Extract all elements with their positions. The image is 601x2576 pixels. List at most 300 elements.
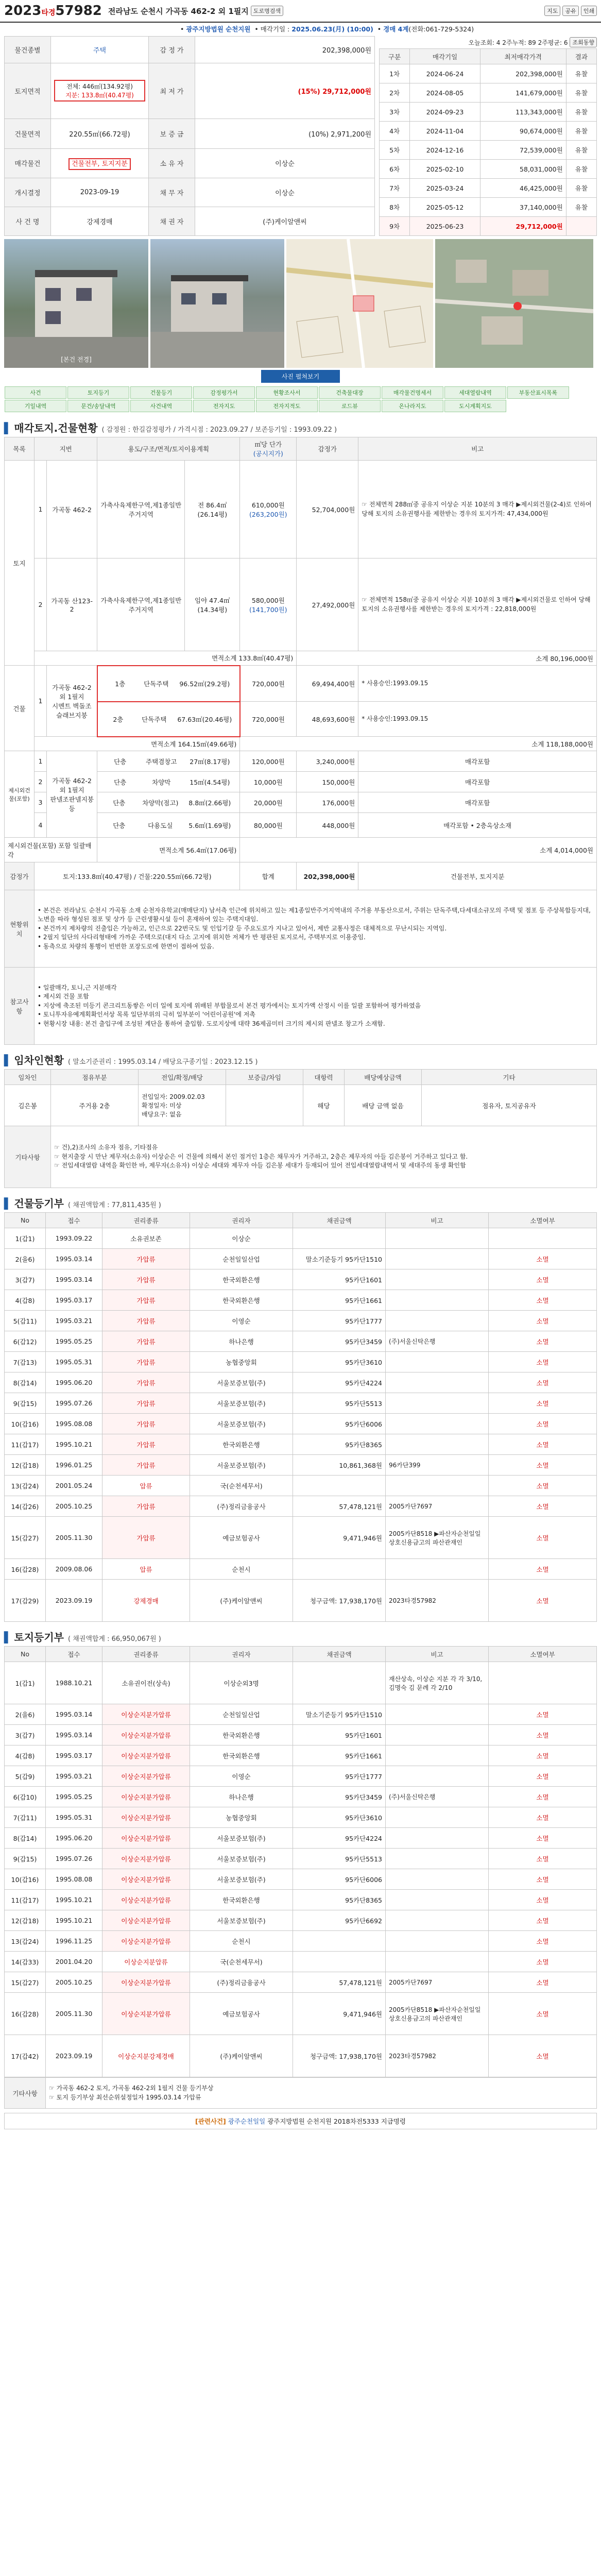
history-col: 최저매각가격	[480, 49, 566, 64]
registry-cell: 이상순지분가압류	[102, 1910, 190, 1931]
tenant-section-note: ( 말소기준권리 : 1995.03.14 / 배당요구종기일 : 2023.12.15 )	[68, 1058, 258, 1066]
registry-row	[5, 1269, 597, 1290]
registry-cell: 순천시	[190, 1559, 293, 1580]
land-status	[0, 437, 601, 1045]
registry-cell: 서울보증보험(주)	[190, 1828, 293, 1849]
registry-cell: 95카단4224	[293, 1372, 386, 1393]
building-row: 건물 1 가곡동 462-2외 1필지 시멘트 벽돌조 슬래브지붕 1층 단독주택 96.52㎡(29.2평) 720,000원 69,494,400원 * 사용승인:1993.09.15	[5, 666, 597, 702]
registry-cell: (주)케이알앤씨	[190, 2035, 293, 2077]
registry-row	[5, 1931, 597, 1952]
building-subtotal-row: 면적소계 164.15㎡(49.66평) 소계 118,188,000원	[5, 737, 597, 751]
registry-cell: 57,478,121원	[293, 1496, 386, 1517]
aerial-image	[435, 239, 593, 368]
case-number: 2023타경57982	[4, 3, 102, 19]
land-section-title: ▌ 매각토지.건물현황 ( 감정원 : 한길감정평가 / 가격시점 : 2023.09.27 / 보존등기일 : 1993.09.22 )	[4, 422, 337, 434]
registry-cell	[489, 1228, 597, 1249]
section-bullet-icon: ▌	[4, 1054, 12, 1066]
registry-cell: 96카단399	[386, 1455, 489, 1476]
registry-cell: 가압류	[102, 1434, 190, 1455]
land-row: 2 가곡동 산123-2 가축사육제한구역,제1종일반주거지역 임야 47.4㎡ (14.34평) 580,000원 (141,700원) 27,492,000원 ☞ 전체면적 158㎡중 공유지 이상순 지분 10분의 3 매각 ▶제시외건물로 인하여 당해 토지의 소유권행사를 제한받는 경우의 토지가격 : 22,818,000원	[5, 558, 597, 651]
land-col: 감정가	[297, 437, 358, 461]
registry-cell: 가압류	[102, 1311, 190, 1331]
share-button[interactable]: 공유	[562, 6, 578, 16]
tab-property-list[interactable]: 부동산표시목록	[507, 386, 569, 399]
aerial-photo[interactable]	[435, 239, 593, 368]
registry-cell: 13(갑24)	[5, 1931, 46, 1952]
registry-cell	[489, 1662, 597, 1704]
property-photo[interactable]	[150, 239, 284, 368]
tab-onnara[interactable]: 온나라지도	[382, 400, 443, 412]
registry-row	[5, 1580, 597, 1622]
house-photo-image	[4, 239, 148, 368]
registry-cell: 소멸	[489, 1890, 597, 1910]
history-row: 7차 2025-03-24 46,425,000원 유찰	[380, 179, 597, 198]
registry-cell: 95카단8365	[293, 1890, 386, 1910]
registry-cell: 소멸	[489, 1931, 597, 1952]
registry-cell: 가압류	[102, 1393, 190, 1414]
registry-cell: 95카단3459	[293, 1331, 386, 1352]
registry-cell	[293, 1662, 386, 1704]
registry-cell: 95카단4224	[293, 1828, 386, 1849]
summary-key: 건물면적	[5, 118, 51, 148]
tenant-col: 점유부분	[51, 1070, 139, 1085]
registry-cell: 이상순지분강제경매	[102, 2035, 190, 2077]
registry-cell: 이상순지분가압류	[102, 1807, 190, 1828]
road-name-search-button[interactable]: 도로명검색	[251, 6, 283, 16]
history-col: 매각기일	[410, 49, 480, 64]
registry-cell: 국(순천세무서)	[190, 1476, 293, 1496]
registry-cell: 4(갑8)	[5, 1745, 46, 1766]
registry-cell: (주)정리금융공사	[190, 1496, 293, 1517]
tenant-col: 전입/확정/배당	[139, 1070, 226, 1085]
tab-urban-plan[interactable]: 도시계획지도	[444, 400, 506, 412]
history-col: 결과	[566, 49, 596, 64]
tenant-status	[0, 1069, 601, 1188]
registry-cell: 소멸	[489, 1952, 597, 1972]
registry-cell: 재산상속, 이상순 지분 각 각 3/10, 김명숙 김 문례 각 2/10	[386, 1662, 489, 1704]
registry-cell: 57,478,121원	[293, 1972, 386, 1993]
registry-cell: 소멸	[489, 1290, 597, 1311]
land-area-share: 지분: 133.8㎡(40.47평)	[65, 92, 134, 99]
registry-row	[5, 1331, 597, 1352]
land-col: 용도/구조/면적/토지이용계획	[97, 437, 240, 461]
registry-cell: 소멸	[489, 1725, 597, 1745]
registry-cell: 5(갑9)	[5, 1766, 46, 1787]
registry-cell: 17(갑29)	[5, 1580, 46, 1622]
land-etc-label: 기타사항	[5, 2078, 46, 2109]
registry-cell	[293, 1931, 386, 1952]
registry-row	[5, 1745, 597, 1766]
registry-col: 권리종류	[102, 1213, 190, 1228]
tab-case-history[interactable]: 사건내역	[130, 400, 192, 412]
registry-col: 채권금액	[293, 1213, 386, 1228]
registry-cell: 2(을6)	[5, 1249, 46, 1269]
registry-cell: 서울보증보험(주)	[190, 1372, 293, 1393]
registry-cell	[386, 1311, 489, 1331]
land-group-label: 토지	[5, 461, 35, 666]
summary-key: 매각물건	[5, 149, 51, 178]
summary-value: (10%) 2,971,200원	[195, 118, 375, 148]
registry-cell: 이상순지분가압류	[102, 1725, 190, 1745]
tab-status-report[interactable]: 현황조사서	[256, 386, 318, 399]
registry-cell: 이상순지분가압류	[102, 1766, 190, 1787]
history-table	[379, 48, 597, 236]
registry-cell: 말소기준등기 95카단1510	[293, 1249, 386, 1269]
registry-cell: 2005.10.25	[46, 1972, 102, 1993]
registry-row	[5, 1434, 597, 1455]
registry-cell: 이영순	[190, 1311, 293, 1331]
registry-row	[5, 1228, 597, 1249]
registry-cell: 12(갑18)	[5, 1910, 46, 1931]
land-registry-table	[4, 1646, 597, 2077]
registry-cell: 2(을6)	[5, 1704, 46, 1725]
land-registry-note: ( 채권액합계 : 66,950,067원 )	[68, 1635, 161, 1643]
registry-cell: 2001.05.24	[46, 1476, 102, 1496]
land-col: ㎡당 단가	[254, 440, 282, 448]
registry-cell: 예금보험공사	[190, 1993, 293, 2035]
summary-value: 강제경매	[51, 207, 149, 235]
summary-value: 202,398,000원	[195, 37, 375, 63]
land-area-box	[54, 80, 145, 101]
registry-cell: 소멸	[489, 1517, 597, 1559]
registry-cell: 국(순천세무서)	[190, 1952, 293, 1972]
registry-cell	[386, 1745, 489, 1766]
registry-cell: 15(갑27)	[5, 1972, 46, 1993]
registry-cell: 이상순지분압류	[102, 1952, 190, 1972]
registry-cell: 1995.03.21	[46, 1311, 102, 1331]
map-button[interactable]: 지도	[544, 6, 560, 16]
sale-history	[379, 36, 597, 236]
registry-row	[5, 1993, 597, 2035]
registry-cell: 95카단6006	[293, 1869, 386, 1890]
registry-cell: 3(갑7)	[5, 1269, 46, 1290]
registry-cell: 소멸	[489, 2035, 597, 2077]
photo-strip	[0, 239, 601, 368]
registry-cell: 1995.03.17	[46, 1745, 102, 1766]
registry-cell: 11(갑17)	[5, 1434, 46, 1455]
registry-cell: 9,471,946원	[293, 1993, 386, 2035]
property-address: 전라남도 순천시 가곡동 462-2 외 1필지	[108, 6, 249, 16]
registry-cell: 농협중앙회	[190, 1807, 293, 1828]
land-table	[4, 437, 597, 1045]
registry-cell	[386, 1352, 489, 1372]
registry-cell: 소멸	[489, 1455, 597, 1476]
summary-key: 보 증 금	[149, 118, 195, 148]
summary-key: 채 권 자	[149, 207, 195, 235]
summary-value: 이상순	[195, 178, 375, 207]
registry-row	[5, 1787, 597, 1807]
registry-cell: 1995.08.08	[46, 1869, 102, 1890]
tenant-col: 대항력	[303, 1070, 345, 1085]
registry-cell: 소멸	[489, 1828, 597, 1849]
registry-cell: 95카단1601	[293, 1269, 386, 1290]
building-row: 2층 단독주택 67.63㎡(20.46평) 720,000원 48,693,600원 * 사용승인:1993.09.15	[5, 702, 597, 737]
document-tabs	[0, 383, 601, 416]
street-photo-image	[150, 239, 284, 368]
registry-cell: 소멸	[489, 1869, 597, 1890]
registry-cell: 5(갑11)	[5, 1311, 46, 1331]
registry-cell: 17(갑42)	[5, 2035, 46, 2077]
history-row: 5차 2024-12-16 72,539,000원 유찰	[380, 141, 597, 160]
summary-value: 2023-09-19	[51, 178, 149, 207]
registry-row	[5, 2035, 597, 2077]
registry-cell: 소멸	[489, 1496, 597, 1517]
registry-cell: 가압류	[102, 1290, 190, 1311]
registry-cell: 1995.06.20	[46, 1372, 102, 1393]
tenant-section-title: ▌ 임차인현황 ( 말소기준권리 : 1995.03.14 / 배당요구종기일 : 2023.12.15 )	[4, 1054, 258, 1066]
summary-key: 감 정 가	[149, 37, 195, 63]
registry-cell: 한국외환은행	[190, 1434, 293, 1455]
registry-row	[5, 1828, 597, 1849]
cadastral-map[interactable]	[286, 239, 433, 368]
registry-cell: 압류	[102, 1476, 190, 1496]
registry-cell: 1(갑1)	[5, 1662, 46, 1704]
registry-cell: 95카단5513	[293, 1849, 386, 1869]
registry-cell: 95카단5513	[293, 1393, 386, 1414]
registry-col: 권리자	[190, 1213, 293, 1228]
sale-date-label: 매각기일	[260, 25, 286, 33]
tenant-col: 기타	[422, 1070, 597, 1085]
tab-building-registry[interactable]: 건물등기	[130, 386, 192, 399]
registry-cell: 이상순지분가압류	[102, 1890, 190, 1910]
registry-cell: (주)서울신탁은행	[386, 1331, 489, 1352]
history-row: 8차 2025-05-12 37,140,000원 유찰	[380, 198, 597, 217]
registry-row	[5, 1496, 597, 1517]
registry-cell: 예금보험공사	[190, 1517, 293, 1559]
registry-cell: 1995.05.25	[46, 1331, 102, 1352]
registry-cell: 9(갑15)	[5, 1393, 46, 1414]
registry-cell: 이상순지분가압류	[102, 1787, 190, 1807]
section-bullet-icon: ▌	[4, 1631, 12, 1643]
registry-cell: 한국외환은행	[190, 1290, 293, 1311]
registry-col: 접수	[46, 1647, 102, 1662]
building-registry-table	[4, 1212, 597, 1622]
registry-cell: 2005.10.25	[46, 1496, 102, 1517]
registry-cell: 1995.07.26	[46, 1393, 102, 1414]
history-row: 2차 2024-08-05 141,679,000원 유찰	[380, 83, 597, 103]
tenant-etc-row: 기타사항 ☞ 건),2)조사의 소유자 점유, 기타점유 ☞ 현지출장 시 만난 제무자(소유자) 이상순은 이 건물에 의해서 본인 점거인 1층은 채무자가 거주하고, 2층은 제무자의 아들 김은봉이 거주하고 있다고 함. ☞ 전입세대열람 내역을 확인한 바, 제무자(소유자) 이상순 세대와 제무자 아들 김은봉 세대가 등재되어 있어 전입세대열람내역서 및 세대주의 동생 확인함	[5, 1126, 597, 1188]
registry-cell	[293, 1952, 386, 1972]
registry-row	[5, 1455, 597, 1476]
registry-cell: 2005.11.30	[46, 1517, 102, 1559]
tab-household[interactable]: 세대열람내역	[444, 386, 506, 399]
registry-cell: 1995.05.25	[46, 1787, 102, 1807]
tenant-col: 보증금/차임	[226, 1070, 303, 1085]
registry-cell: 가압류	[102, 1331, 190, 1352]
registry-cell: 이상순외3명	[190, 1662, 293, 1704]
registry-cell: 청구금액: 17,938,170원	[293, 1580, 386, 1622]
registry-row	[5, 1414, 597, 1434]
tab-land-registry[interactable]: 토지등기	[67, 386, 129, 399]
registry-cell: 2005카단7697	[386, 1496, 489, 1517]
registry-cell: 12(갑18)	[5, 1455, 46, 1476]
registry-cell: 9,471,946원	[293, 1517, 386, 1559]
department-phone: (전화:061-729-5324)	[408, 25, 474, 33]
registry-cell: 7(갑13)	[5, 1352, 46, 1372]
registry-cell: 1993.09.22	[46, 1228, 102, 1249]
registry-cell: 소멸	[489, 1910, 597, 1931]
tab-roadview[interactable]: 로드뷰	[319, 400, 381, 412]
registry-cell	[386, 1228, 489, 1249]
registry-cell: 4(갑8)	[5, 1290, 46, 1311]
building-registry-note: ( 채권액합계 : 77,811,435원 )	[68, 1201, 161, 1209]
registry-cell: 1995.03.14	[46, 1725, 102, 1745]
registry-cell: 이상순지분가압류	[102, 1931, 190, 1952]
registry-cell: 소멸	[489, 1580, 597, 1622]
registry-cell	[386, 1372, 489, 1393]
registry-cell: 한국외환은행	[190, 1745, 293, 1766]
summary-key: 토지면적	[5, 63, 51, 118]
tab-e-map[interactable]: 전자지도	[193, 400, 255, 412]
tab-building-ledger[interactable]: 건축물대장	[319, 386, 381, 399]
extra-building-row: 2 단층 차양막 15㎡(4.54평) 10,000원 150,000원 매각포함	[5, 772, 597, 792]
related-case-tag: [관련사건]	[195, 2117, 226, 2125]
registry-cell: 소멸	[489, 1807, 597, 1828]
building-group-label: 건물	[5, 666, 35, 751]
registry-row	[5, 1476, 597, 1496]
page-header	[0, 0, 601, 23]
registry-cell: 9(갑15)	[5, 1849, 46, 1869]
view-stats: 오늘조회: 4 2주누적: 89 2주평균: 6	[468, 39, 568, 46]
tab-e-cadastral[interactable]: 전자지적도	[256, 400, 318, 412]
registry-cell	[293, 1228, 386, 1249]
registry-cell: 2009.08.06	[46, 1559, 102, 1580]
history-row: 1차 2024-06-24 202,398,000원 유찰	[380, 64, 597, 83]
registry-cell: 소멸	[489, 1766, 597, 1787]
registry-cell: 2005카단7697	[386, 1972, 489, 1993]
registry-cell: 1995.03.21	[46, 1766, 102, 1787]
related-case-text: 광주지방법원 순천지원 2018차전5333 지급명령	[267, 2117, 406, 2125]
registry-cell: 95카단1661	[293, 1745, 386, 1766]
registry-col: No	[5, 1647, 46, 1662]
registry-cell: 14(갑33)	[5, 1952, 46, 1972]
registry-cell: (주)서울신탁은행	[386, 1787, 489, 1807]
registry-cell: 이상순지분가압류	[102, 1828, 190, 1849]
registry-cell: 서울보증보험(주)	[190, 1910, 293, 1931]
registry-row	[5, 1849, 597, 1869]
registry-cell: 15(갑27)	[5, 1517, 46, 1559]
registry-row	[5, 1311, 597, 1331]
registry-cell: 가압류	[102, 1249, 190, 1269]
registry-cell	[386, 1559, 489, 1580]
registry-cell	[386, 1828, 489, 1849]
registry-row	[5, 1372, 597, 1393]
summary-value: 이상순	[195, 149, 375, 178]
registry-cell: 8(갑14)	[5, 1372, 46, 1393]
history-row-current: 9차 2025-06-23 29,712,000원	[380, 217, 597, 236]
registry-cell: 8(갑14)	[5, 1828, 46, 1849]
land-col-sub: (공시지가)	[253, 450, 283, 457]
registry-cell	[386, 1725, 489, 1745]
history-row: 3차 2024-09-23 113,343,000원 유찰	[380, 103, 597, 122]
summary-key: 물건종별	[5, 37, 51, 63]
registry-row	[5, 1910, 597, 1931]
registry-cell: (주)정리금융공사	[190, 1972, 293, 1993]
tab-case[interactable]: 사건	[5, 386, 66, 399]
summary-key: 소 유 자	[149, 149, 195, 178]
registry-cell: 하나은행	[190, 1331, 293, 1352]
registry-cell: 소유권보존	[102, 1228, 190, 1249]
extra-building-row: 제시외건물(포함) 1 가곡동 462-2외 1필지 판넬조판넬지붕 등 단층 주택겸창고 27㎡(8.17평) 120,000원 3,240,000원 매각포함	[5, 751, 597, 772]
registry-cell: 95카단1601	[293, 1725, 386, 1745]
registry-row	[5, 1869, 597, 1890]
registry-cell: 가압류	[102, 1269, 190, 1290]
registry-cell: 소멸	[489, 1476, 597, 1496]
registry-cell: 소멸	[489, 1704, 597, 1725]
registry-row	[5, 1249, 597, 1269]
print-button[interactable]: 인쇄	[581, 6, 597, 16]
summary-value: 220.55㎡(66.72평)	[51, 118, 149, 148]
registry-cell: 2005.11.30	[46, 1993, 102, 2035]
related-case-link[interactable]: 광주순천일일	[228, 2117, 266, 2125]
land-section-note: ( 감정원 : 한길감정평가 / 가격시점 : 2023.09.27 / 보존등기일 : 1993.09.22 )	[101, 426, 337, 434]
expand-photos-button[interactable]: 사진 펼쳐보기	[261, 370, 340, 383]
tab-sale-statement[interactable]: 매각물건명세서	[382, 386, 443, 399]
registry-cell: 서울보증보험(주)	[190, 1849, 293, 1869]
tab-appraisal[interactable]: 감정평가서	[193, 386, 255, 399]
registry-cell: 소멸	[489, 1745, 597, 1766]
registry-cell: 1995.06.20	[46, 1828, 102, 1849]
registry-col: 채권금액	[293, 1647, 386, 1662]
department: 경매 4계	[383, 25, 409, 33]
extra-building-row: 4 단층 다용도실 5.6㎡(1.69평) 80,000원 448,000원 매각포함 • 2층옥상소재	[5, 813, 597, 838]
registry-cell: 이영순	[190, 1766, 293, 1787]
view-trend-button[interactable]: 조회동향	[570, 37, 597, 47]
sale-info-bar: • 광주지방법원 순천지원 • 매각기일 : 2025.06.23(月) (10:00) • 경매 4계(전화:061-729-5324)	[180, 25, 474, 33]
registry-cell: 1995.08.08	[46, 1414, 102, 1434]
tenant-table	[4, 1069, 597, 1188]
registry-cell: 10(갑16)	[5, 1869, 46, 1890]
registry-cell: 95카단1777	[293, 1766, 386, 1787]
registry-cell: 소멸	[489, 1249, 597, 1269]
registry-cell: 이상순지분가압류	[102, 1704, 190, 1725]
registry-row	[5, 1952, 597, 1972]
registry-cell: 1995.03.14	[46, 1249, 102, 1269]
registry-row	[5, 1890, 597, 1910]
registry-cell	[386, 1269, 489, 1290]
registry-row	[5, 1807, 597, 1828]
property-photo[interactable]	[4, 239, 148, 368]
registry-cell	[386, 1890, 489, 1910]
registry-cell: 2023.09.19	[46, 1580, 102, 1622]
registry-cell	[386, 1290, 489, 1311]
registry-row	[5, 1972, 597, 1993]
registry-cell	[386, 1952, 489, 1972]
registry-cell: 1995.10.21	[46, 1910, 102, 1931]
registry-row	[5, 1290, 597, 1311]
tab-schedule[interactable]: 기일내역	[5, 400, 66, 412]
registry-cell: 하나은행	[190, 1787, 293, 1807]
registry-row	[5, 1559, 597, 1580]
registry-cell: 14(갑26)	[5, 1496, 46, 1517]
registry-cell	[386, 1249, 489, 1269]
registry-cell	[386, 1910, 489, 1931]
summary-area	[0, 36, 601, 236]
registry-cell: 소멸	[489, 1269, 597, 1290]
registry-cell: 1995.03.14	[46, 1269, 102, 1290]
registry-cell: 95카단8365	[293, 1434, 386, 1455]
registry-col: No	[5, 1213, 46, 1228]
registry-cell	[386, 1849, 489, 1869]
photo-expand	[0, 370, 601, 383]
registry-cell: 2001.04.20	[46, 1952, 102, 1972]
registry-row	[5, 1662, 597, 1704]
registry-cell: 10(갑16)	[5, 1414, 46, 1434]
tab-documents[interactable]: 문건/송달내역	[67, 400, 129, 412]
section-bullet-icon: ▌	[4, 1197, 12, 1210]
minimum-price: (15%) 29,712,000원	[195, 63, 375, 118]
summary-key: 채 무 자	[149, 178, 195, 207]
